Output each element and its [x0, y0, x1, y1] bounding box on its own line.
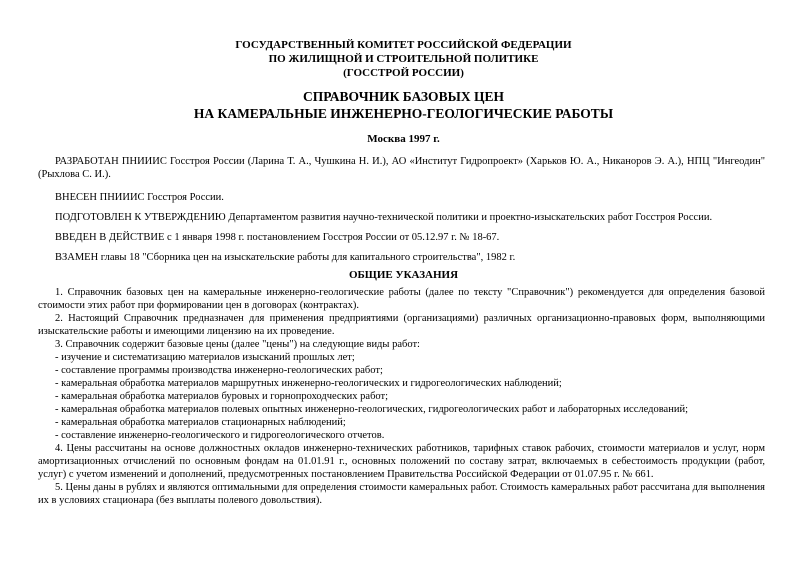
paragraph-2: 2. Настоящий Справочник предназначен для применения предприятиями (организациями) различных организационно-правовых форм, выполняющими изыскательские работы и имеющими лицензию на их проведение. — [38, 313, 765, 337]
list-item: - камеральная обработка материалов буровых и горнопроходческих работ; — [55, 391, 389, 402]
introduced-by-paragraph: ВНЕСЕН ПНИИИС Госстроя России. — [55, 192, 224, 203]
list-item: - камеральная обработка материалов маршрутных инженерно-геологических и гидрогеологических наблюдений; — [55, 378, 562, 389]
list-item: - камеральная обработка материалов полевых опытных инженерно-геологических, гидрогеологических работ и лабораторных исследований; — [55, 404, 688, 415]
org-line-3: (ГОССТРОЙ РОССИИ) — [343, 67, 464, 79]
org-line-2: ПО ЖИЛИЩНОЙ И СТРОИТЕЛЬНОЙ ПОЛИТИКЕ — [268, 53, 539, 65]
list-item: - изучение и систематизацию материалов изысканий прошлых лет; — [55, 352, 355, 363]
title-line-2: НА КАМЕРАЛЬНЫЕ ИНЖЕНЕРНО-ГЕОЛОГИЧЕСКИЕ РАБОТЫ — [193, 106, 614, 121]
title-line-1: СПРАВОЧНИК БАЗОВЫХ ЦЕН — [303, 89, 504, 104]
paragraph-3: 3. Справочник содержит базовые цены (далее "цены") на следующие виды работ: — [55, 339, 420, 350]
place-year: Москва 1997 г. — [367, 133, 440, 145]
paragraph-4: 4. Цены рассчитаны на основе должностных окладов инженерно-технических работников, тарифных ставок рабочих, стоимости материалов и услуг, норм амортизационных отчислений по основным фондам на 01.01.91 г., основных положений по составу затрат, включаемых в себестоимость продукции (работ, услуг) с учетом изменений и дополнений, предусмотренных постановлением Правительства Российской Федерации от 01.07.95 г. № 661. — [38, 443, 765, 480]
list-item: - составление инженерно-геологического и гидрогеологического отчетов. — [55, 430, 385, 441]
general-instructions-body — [38, 286, 765, 507]
org-line-1: ГОСУДАРСТВЕННЫЙ КОМИТЕТ РОССИЙСКОЙ ФЕДЕРАЦИИ — [235, 39, 572, 51]
paragraph-1: 1. Справочник базовых цен на камеральные инженерно-геологические работы (далее по тексту "Справочник") рекомендуется для определения базовой стоимости этих работ при формировании цен в договорах (контрактах). — [38, 287, 765, 311]
document-title — [0, 88, 807, 122]
section-title: ОБЩИЕ УКАЗАНИЯ — [348, 269, 459, 281]
paragraph-5: 5. Цены даны в рублях и являются оптимальными для определения стоимости камеральных работ. Стоимость камеральных работ рассчитана для выполнения их в условиях стационара (без выплаты полевого довольствия). — [38, 482, 765, 506]
list-item: - составление программы производства инженерно-геологических работ; — [55, 365, 383, 376]
replaces-paragraph: ВЗАМЕН главы 18 "Сборника цен на изыскательские работы для капитального строительства", 1982 г. — [55, 252, 516, 263]
developed-by-paragraph: РАЗРАБОТАН ПНИИИС Госстроя России (Ларина Т. А., Чушкина Н. И.), АО «Институт Гидропроект» (Харьков Ю. А., Никаноров Э. А.), НПЦ "Ингеодин" (Рыхлова С. И.). — [38, 156, 765, 180]
organization-header — [0, 38, 807, 80]
enacted-paragraph: ВВЕДЕН В ДЕЙСТВИЕ с 1 января 1998 г. постановлением Госстроя России от 05.12.97 г. № 18-67. — [55, 232, 500, 243]
prepared-by-paragraph: ПОДГОТОВЛЕН К УТВЕРЖДЕНИЮ Департаментом развития научно-технической политики и проектно-изыскательских работ Госстроя России. — [55, 212, 713, 223]
list-item: - камеральная обработка материалов стационарных наблюдений; — [55, 417, 346, 428]
